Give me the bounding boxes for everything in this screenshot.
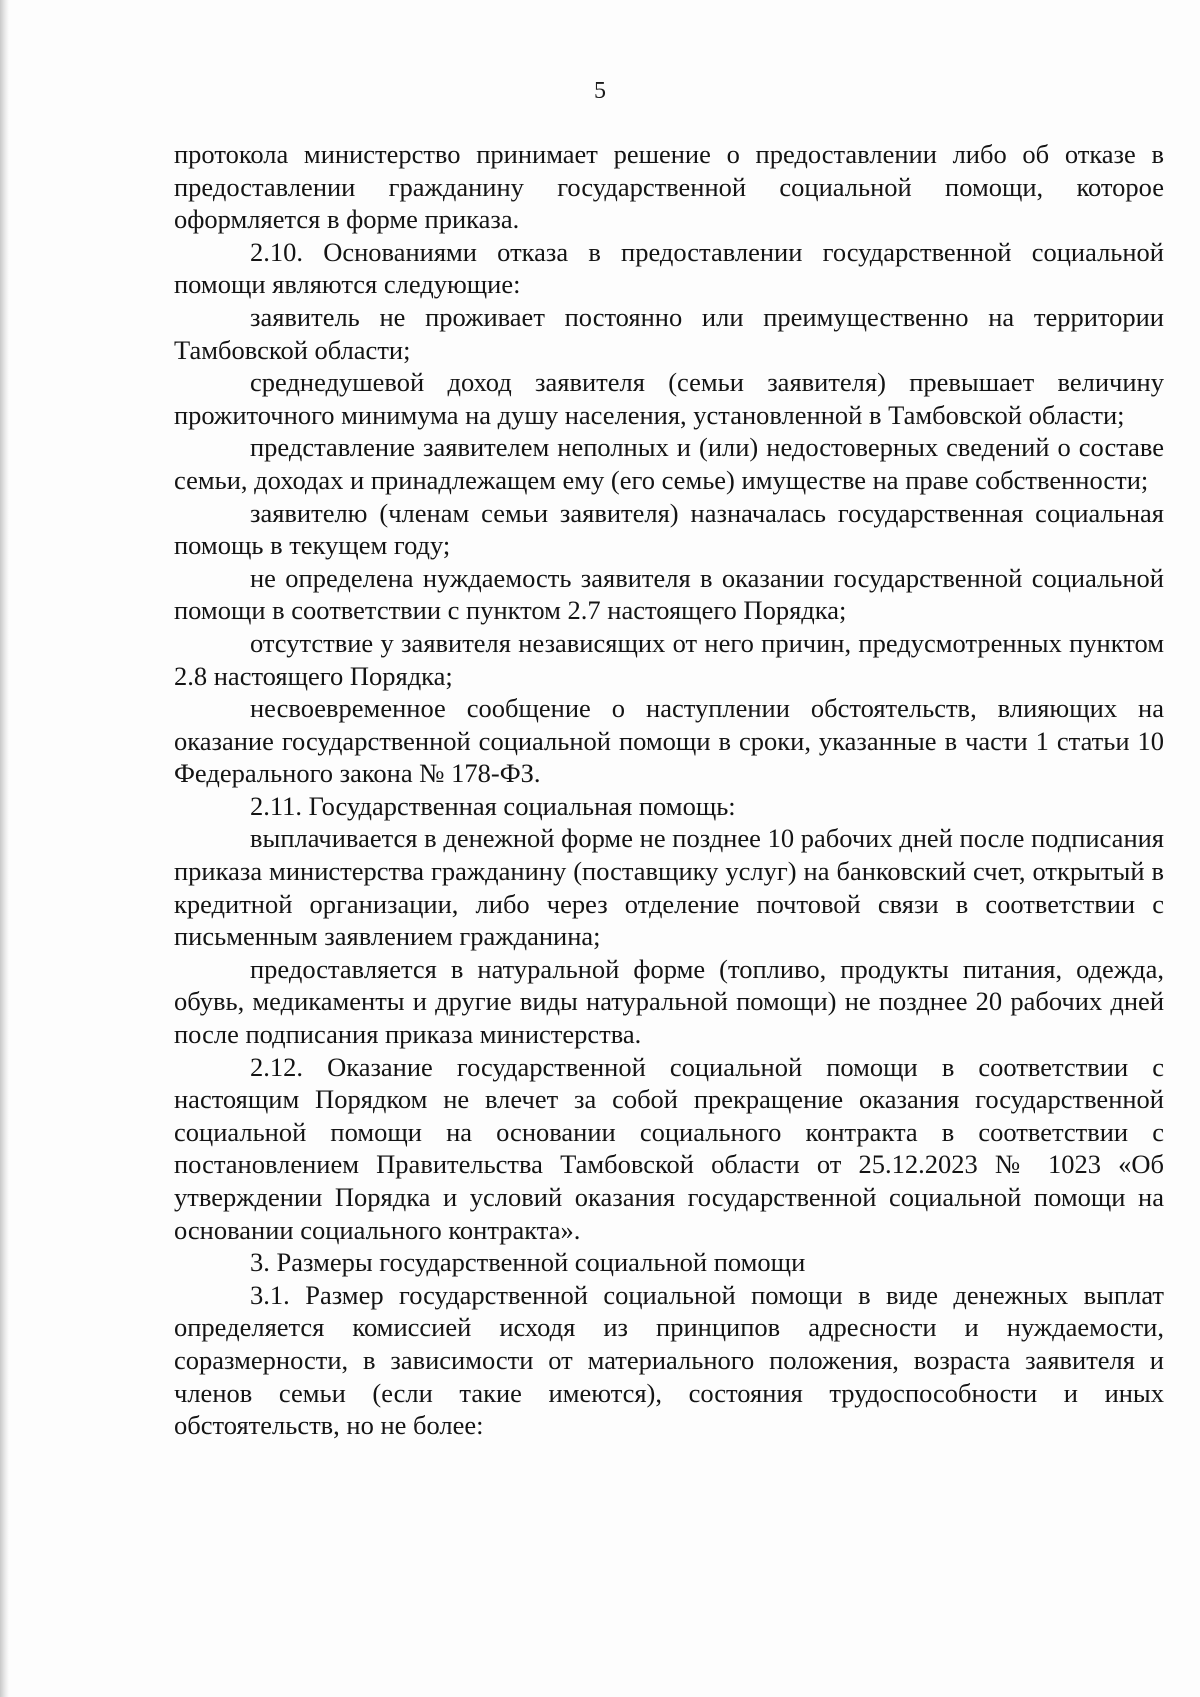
section-heading: 3. Размеры государственной социальной помощи (250, 1247, 806, 1278)
paragraph-2-10-no-reasons: отсутствие у заявителя независящих от него причин, предусмотренных пунктом 2.8 настоящего Порядка; (174, 627, 1164, 691)
paragraph-2-11-in-kind: предоставляется в натуральной форме (топливо, продукты питания, одежда, обувь, медикаменты и другие виды натуральной помощи) не позднее 20 рабочих дней после подписания приказа министерства. (174, 953, 1164, 1050)
paragraph-2-10-need-not-determined: не определена нуждаемость заявителя в оказании государственной социальной помощи в соответствии с пунктом 2.7 настоящего Порядка; (174, 562, 1164, 626)
paragraph-2-10-income: среднедушевой доход заявителя (семьи заявителя) превышает величину прожиточного минимума на душу населения, установленной в Тамбовской области; (174, 367, 1164, 430)
paragraph-2-11-monetary: выплачивается в денежной форме не позднее 10 рабочих дней после подписания приказа министерства гражданину (поставщику услуг) на банковский счет, открытый в кредитной организации, либо через отделение почтовой связи в соответствии с письменным заявлением гражданина; (174, 823, 1164, 952)
paragraph-2-12: 2.12. Оказание государственной социальной помощи в соответствии с настоящим Порядком не влечет за собой прекращение оказания государственной социальной помощи на основании социального контракта в соответствии с постановлением Правительства Тамбовской области от 25.12.2023 № 1023 «Об утверждении Порядка и условий оказания государственной социальной помощи на основании социального контракта». (174, 1051, 1164, 1245)
paragraph-2-11: 2.11. Государственная социальная помощь: (250, 790, 736, 821)
page-number: 5 (594, 78, 606, 104)
document-body (174, 138, 1164, 1442)
paragraph-2-10-late-notice: несвоевременное сообщение о наступлении обстоятельств, влияющих на оказание государственной социальной помощи в сроки, указанные в части 1 статьи 10 Федерального закона № 178-ФЗ. (174, 693, 1164, 789)
paragraph-3-1: 3.1. Размер государственной социальной помощи в виде денежных выплат определяется комиссией исходя из принципов адресности и нуждаемости, соразмерности, в зависимости от материального положения, возраста заявителя и членов семьи (если такие имеются), состояния трудоспособности и иных обстоятельств, но не более: (174, 1279, 1164, 1441)
paragraph-2-10-incomplete-info: представление заявителем неполных и (или) недостоверных сведений о составе семьи, доходах и принадлежащем ему (его семье) имуществе на праве собственности; (174, 432, 1164, 495)
scan-edge-shadow (0, 0, 9, 1697)
paragraph-2-10-residence: заявитель не проживает постоянно или преимущественно на территории Тамбовской области; (174, 301, 1164, 365)
paragraph-2-10-already-assigned: заявителю (членам семьи заявителя) назначалась государственная социальная помощь в текущем году; (174, 497, 1164, 561)
paragraph-continuation: протокола министерство принимает решение о предоставлении либо об отказе в предоставлении гражданину государственной социальной помощи, которое оформляется в форме приказа. (174, 139, 1164, 235)
paragraph-2-10: 2.10. Основаниями отказа в предоставлении государственной социальной помощи являются следующие: (174, 236, 1164, 300)
